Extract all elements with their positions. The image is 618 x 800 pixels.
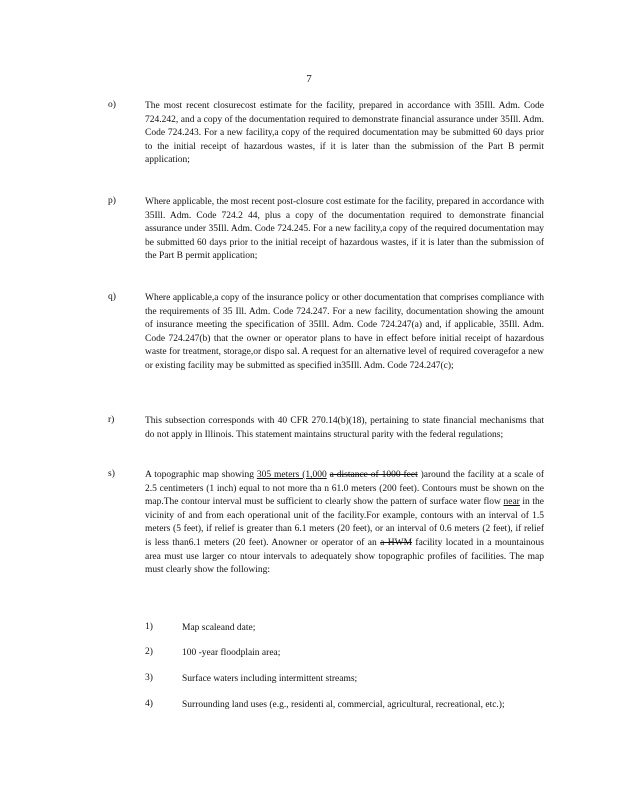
text-segment: facility located in a mountainous area must use larger co ntour intervals to adequately show topographic profiles of facilities. The map must clearly show the following: [145,537,544,576]
subitem-text: Surface waters including intermittent streams; [182,674,358,684]
subitem-1 [145,622,525,636]
text-segment: )around the facility at a scale of 2.5 centimeters (1 inch) equal to not more tha n 61.0 meters (200 feet). Contours must be shown on the map.The contour interval must be sufficient to clearly show the pattern of surface water flow [145,470,545,508]
item-label: q) [108,292,116,302]
item-q [108,292,544,374]
deleted-text: a distance of 1000 feet [329,470,418,480]
item-text: Where applicable, the most recent post-closure cost estimate for the facility, prepared in accordance with 35Ill. Adm. Code 724.2 44, plus a copy of the documentation required to demonstrate financial assurance under 35Ill. Adm. Code 724.245. For a new facility,a copy of the required documentation may be submitted 60 days prior to the initial receipt of hazardous wastes, if it is later than the submission of the Part B permit application; [145,197,544,262]
text-segment: A topographic map showing [145,470,257,480]
subitem-label: 1) [145,622,153,632]
item-label: p) [108,196,116,206]
subitem-text: Surrounding land uses (e.g., residenti al, commercial, agricultural, recreational, etc.); [182,700,505,710]
item-r [108,415,544,442]
subitem-label: 2) [145,647,153,657]
item-text [145,469,544,578]
inserted-text: near [503,497,520,508]
deleted-text: a HWM [380,537,413,548]
subitem-4 [145,699,525,713]
item-o [108,100,544,168]
subitem-text: Map scaleand date; [182,623,256,633]
item-label: s) [108,469,115,479]
item-text: Where applicable,a copy of the insurance policy or other documentation that comprises compliance with the requirements of 35 Ill. Adm. Code 724.247. For a new facility, documentation showing the amount of insurance meeting the specification of 35Ill. Adm. Code 724.247(a) and, if applicable, 35Ill. Adm. Code 724.247(b) that the owner or operator plans to have in effect before initial receipt of hazardous waste for treatment, storage,or dispo sal. A request for an alternative level of required coveragefor a new or existing facility may be submitted as specified in35Ill. Adm. Code 724.247(c); [145,293,544,371]
subitem-2 [145,647,525,661]
inserted-text: 305 meters (1,000 [256,470,327,480]
subitem-label: 3) [145,673,153,683]
item-label: o) [108,100,116,110]
subitem-label: 4) [145,699,153,709]
text-segment: in the vicinity of and from each operational unit of the facility.For example, contours with an interval of 1.5 meters (5 feet), if relief is greater than 6.1 meters (20 feet), or an interval of 0.6 meters (2 feet), if relief is less than6.1 meters (20 feet). Anowner or operator of an [145,497,544,548]
item-s [108,469,544,578]
subitem-3 [145,673,525,687]
page-number: 7 [306,73,312,85]
item-label: r) [108,415,115,425]
item-p [108,196,544,264]
item-text: The most recent closurecost estimate for the facility, prepared in accordance with 35Ill. Adm. Code 724.242, and a copy of the documentation required to demonstrate financial assurance under 35Ill. Adm. Code 724.243. For a new facility,a copy of the required documentation may be submitted 60 days prior to the initial receipt of hazardous wastes, if it is later than the submission of the Part B permit application; [145,101,544,166]
subitem-text: 100 -year floodplain area; [182,648,281,658]
item-text: This subsection corresponds with 40 CFR 270.14(b)(18), pertaining to state financial mechanisms that do not apply in Illinois. This statement maintains structural parity with the federal regulations; [145,416,544,440]
